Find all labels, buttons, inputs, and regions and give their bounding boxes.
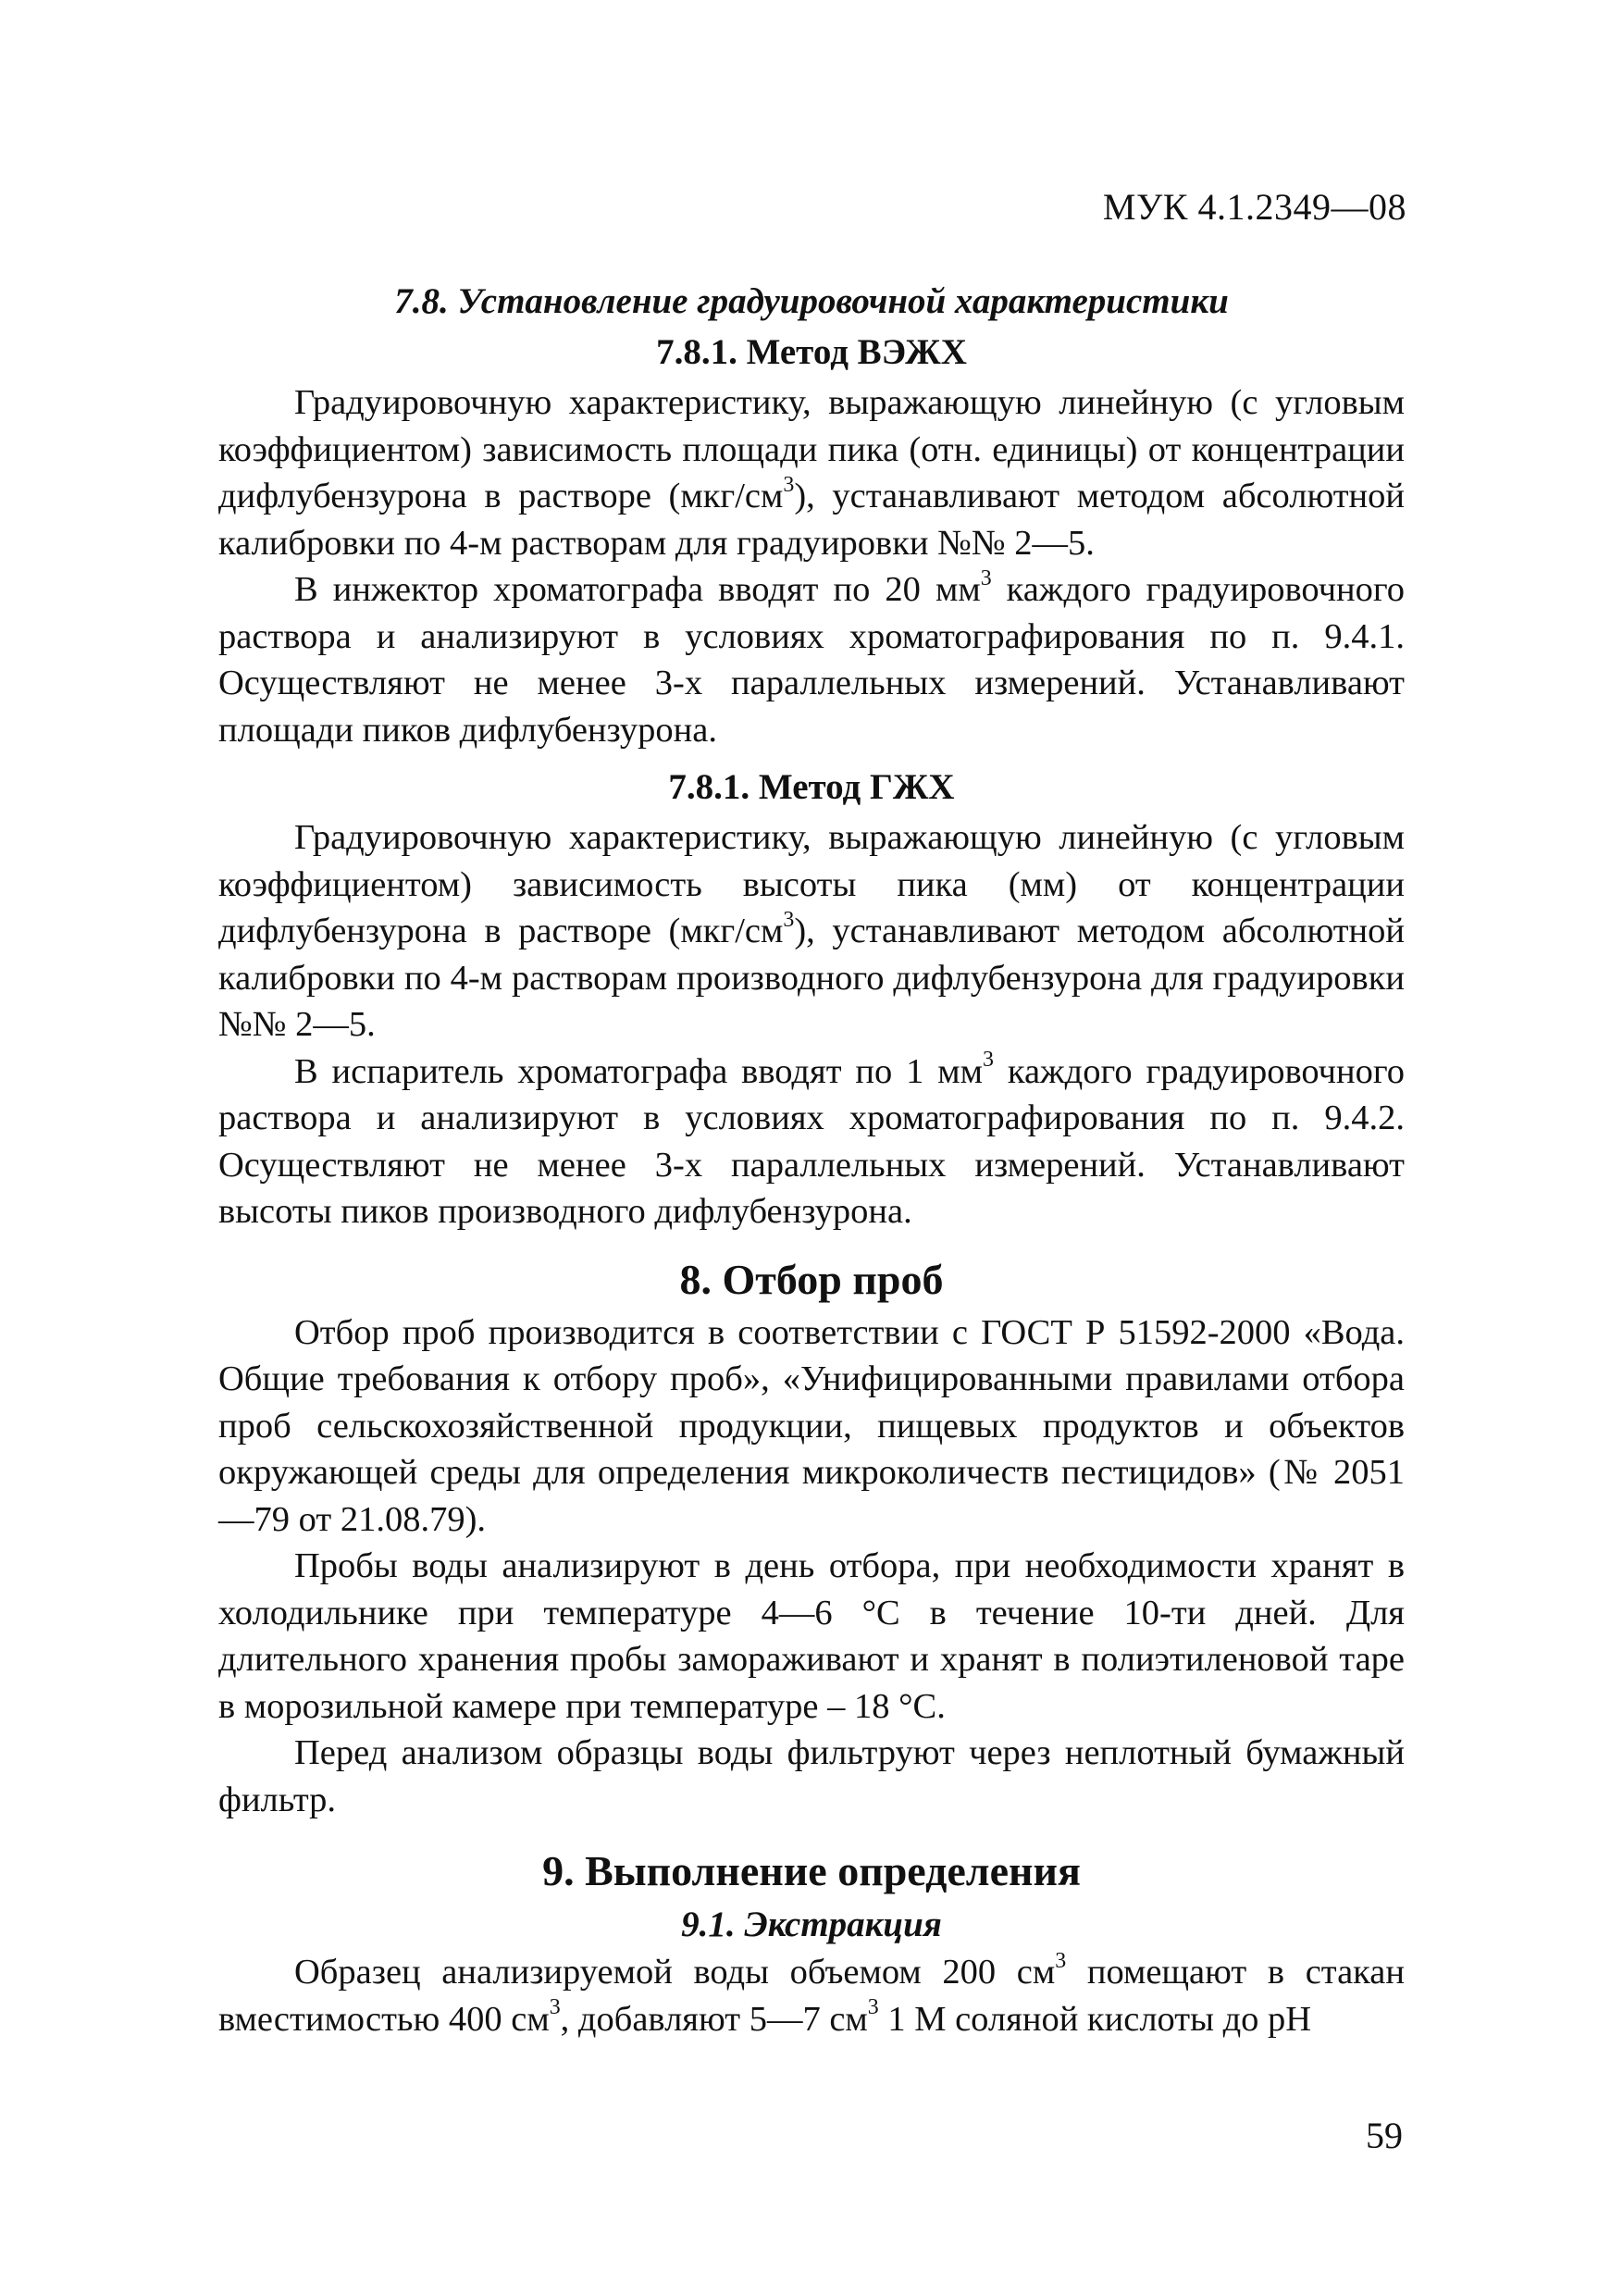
document-code-header: МУК 4.1.2349—08	[1102, 186, 1406, 228]
paragraph: Пробы воды анализируют в день отбора, при необходимости хранят в холодильнике при температуре 4—6 °С в течение 10-ти дней. Для длительного хранения пробы замораживают и хранят в полиэтиленовой таре в морозильной камере при температуре – 18 °С.	[218, 1546, 1405, 1726]
page-number: 59	[1366, 2115, 1403, 2156]
paragraph: Перед анализом образцы воды фильтруют через неплотный бумажный фильтр.	[218, 1733, 1405, 1819]
paragraph: Образец анализируемой воды объемом 200 $см^3$ помещают в стакан вместимостью 400 $см^3$, добавляют 5—7 $см^3$ 1 М соляной кислоты до pH	[218, 1948, 1405, 2039]
paragraph: В испаритель хроматографа вводят по 1 $мм^3$ каждого градуировочного раствора и анализируют в условиях хроматографирования по п. 9.4.2. Осуществляют не менее 3-х параллельных измерений. Устанавливают высоты пиков производного дифлубензурона.	[218, 1048, 1405, 1231]
paragraph: Отбор проб производится в соответствии с ГОСТ Р 51592-2000 «Вода. Общие требования к отбору проб», «Унифицированными правилами отбора проб сельскохозяйственной продукции, пищевых продуктов и объектов окружающей среды для определения микроколичеств пестицидов» (№ 2051—79 от 21.08.79).	[218, 1312, 1405, 1539]
section-7-8-1-gc-title: 7.8.1. Метод ГЖХ	[668, 767, 955, 807]
paragraph: Градуировочную характеристику, выражающую линейную (с угловым коэффициентом) зависимость площади пика (отн. единицы) от концентрации дифлубензурона в растворе $(мкг/см^3)$, устанавливают методом абсолютной калибровки по 4-м растворам для градуировки №№ 2—5.	[218, 383, 1405, 563]
paragraph: В инжектор хроматографа вводят по 20 $мм^3$ каждого градуировочного раствора и анализируют в условиях хроматографирования по п. 9.4.1. Осуществляют не менее 3-х параллельных измерений. Устанавливают площади пиков дифлубензурона.	[218, 565, 1405, 750]
section-9-title: 9. Выполнение определения	[542, 1847, 1081, 1894]
section-7-8-title: 7.8. Установление градуировочной характеристики	[394, 281, 1229, 321]
section-8-title: 8. Отбор проб	[679, 1255, 944, 1303]
section-9-1-title: 9.1. Экстракция	[681, 1905, 942, 1944]
page-content	[218, 278, 1405, 2042]
section-7-8-1-hplc-title: 7.8.1. Метод ВЭЖХ	[656, 332, 967, 372]
paragraph: Градуировочную характеристику, выражающую линейную (с угловым коэффициентом) зависимость высоты пика (мм) от концентрации дифлубензурона в растворе $(мкг/см^3)$, устанавливают методом абсолютной калибровки по 4-м растворам производного дифлубензурона для градуировки №№ 2—5.	[218, 818, 1405, 1044]
